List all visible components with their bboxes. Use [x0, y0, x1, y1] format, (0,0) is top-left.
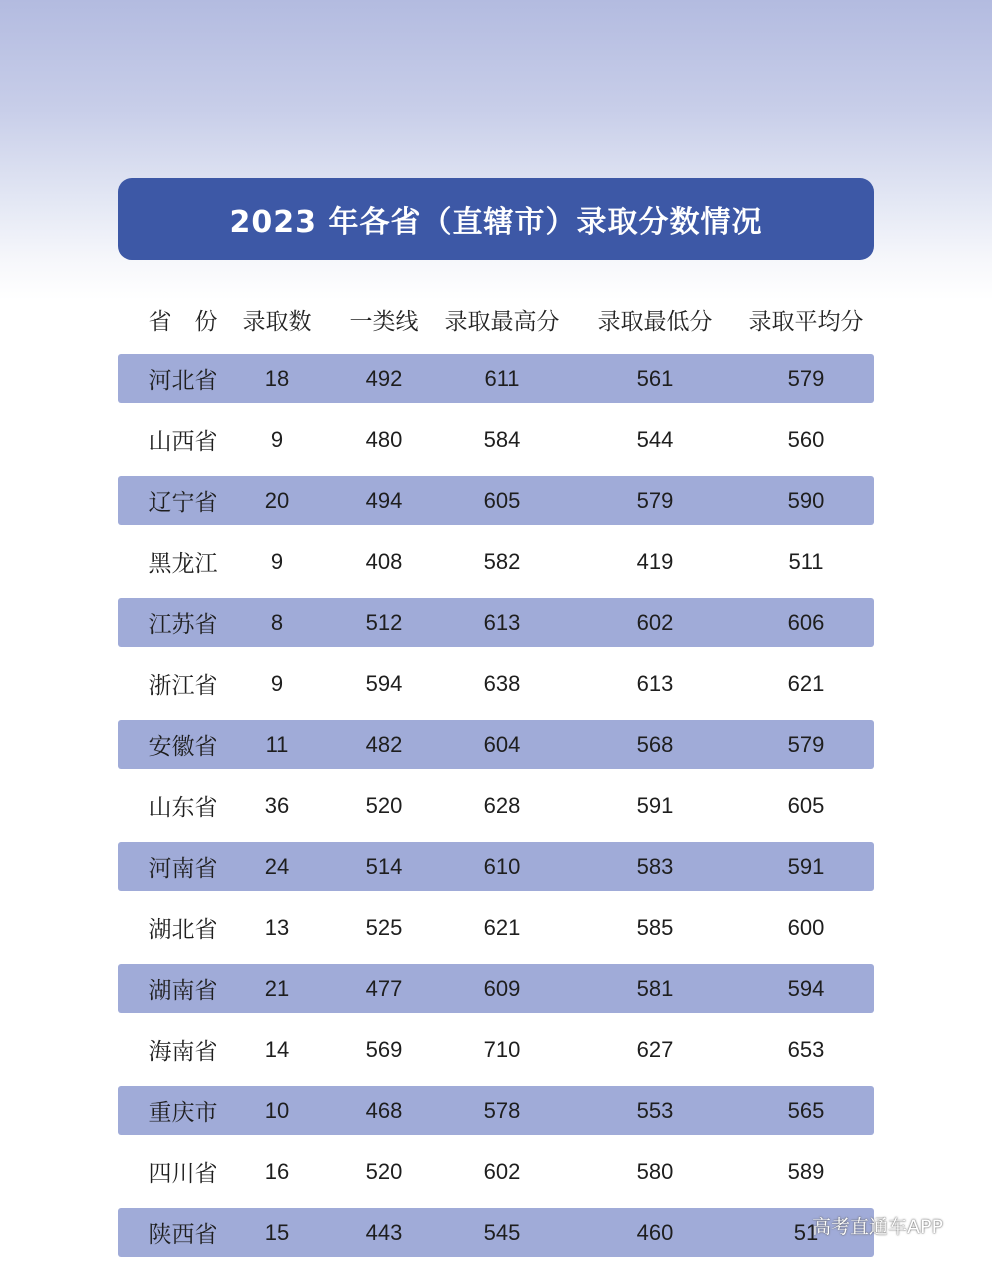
cell-admitted: 9	[270, 426, 284, 452]
table-header	[118, 295, 874, 343]
cell-province: 湖南省	[148, 978, 218, 1004]
cell-tier1-line: 569	[365, 1036, 403, 1062]
cell-max-score: 638	[483, 670, 521, 696]
cell-province: 海南省	[148, 1039, 218, 1065]
cell-tier1-line: 480	[365, 426, 403, 452]
cell-min-score: 613	[636, 670, 674, 696]
column-header-admitted: 录取数	[242, 308, 312, 335]
cell-province: 湖北省	[148, 917, 218, 943]
cell-province: 重庆市	[148, 1100, 218, 1126]
cell-max-score: 584	[483, 426, 521, 452]
cell-min-score: 581	[636, 975, 674, 1001]
cell-avg-score: 560	[787, 426, 825, 452]
cell-tier1-line: 514	[365, 853, 403, 879]
table-row	[118, 781, 874, 830]
cell-admitted: 18	[264, 365, 290, 391]
cell-tier1-line: 520	[365, 792, 403, 818]
cell-admitted: 20	[264, 487, 290, 513]
table-row	[118, 354, 874, 403]
cell-avg-score: 591	[787, 853, 825, 879]
table-row	[118, 903, 874, 952]
cell-min-score: 419	[636, 548, 674, 574]
column-header-min-score: 录取最低分	[597, 308, 713, 335]
table-row	[118, 1025, 874, 1074]
cell-avg-score: 565	[787, 1097, 825, 1123]
cell-max-score: 628	[483, 792, 521, 818]
cell-province: 河南省	[148, 856, 218, 882]
cell-tier1-line: 494	[365, 487, 403, 513]
cell-avg-score: 511	[788, 548, 824, 574]
table-row	[118, 964, 874, 1013]
cell-admitted: 36	[264, 792, 290, 818]
cell-min-score: 568	[636, 731, 674, 757]
cell-max-score: 609	[483, 975, 521, 1001]
cell-province: 山西省	[148, 429, 218, 455]
page-title: 2023 年各省（直辖市）录取分数情况	[229, 205, 763, 240]
cell-province: 浙江省	[148, 673, 218, 699]
cell-min-score: 579	[636, 487, 674, 513]
table-row	[118, 659, 874, 708]
cell-tier1-line: 443	[365, 1219, 403, 1245]
cell-tier1-line: 525	[365, 914, 403, 940]
cell-admitted: 9	[270, 670, 284, 696]
column-header-tier1-line: 一类线	[349, 308, 419, 335]
cell-admitted: 11	[265, 731, 289, 757]
cell-avg-score: 605	[787, 792, 825, 818]
cell-min-score: 580	[636, 1158, 674, 1184]
cell-tier1-line: 492	[365, 365, 403, 391]
table-row	[118, 1208, 874, 1257]
cell-tier1-line: 520	[365, 1158, 403, 1184]
cell-max-score: 613	[483, 609, 521, 635]
cell-max-score: 545	[483, 1219, 521, 1245]
cell-avg-score: 51	[793, 1219, 819, 1245]
table-row	[118, 537, 874, 586]
cell-tier1-line: 482	[365, 731, 403, 757]
cell-avg-score: 594	[787, 975, 825, 1001]
table-row	[118, 842, 874, 891]
cell-admitted: 13	[264, 914, 290, 940]
cell-admitted: 8	[270, 609, 284, 635]
cell-max-score: 710	[483, 1036, 521, 1062]
cell-avg-score: 606	[787, 609, 825, 635]
cell-tier1-line: 468	[365, 1097, 403, 1123]
cell-avg-score: 579	[787, 731, 825, 757]
cell-tier1-line: 512	[365, 609, 403, 635]
cell-admitted: 9	[270, 548, 284, 574]
cell-province: 河北省	[148, 368, 218, 394]
table-row	[118, 415, 874, 464]
cell-min-score: 544	[636, 426, 674, 452]
cell-admitted: 21	[264, 975, 290, 1001]
cell-max-score: 611	[484, 365, 520, 391]
cell-province: 陕西省	[148, 1222, 218, 1248]
cell-admitted: 14	[264, 1036, 290, 1062]
watermark: 高考直通车APP	[812, 1216, 943, 1238]
title-banner	[118, 178, 874, 260]
cell-max-score: 604	[483, 731, 521, 757]
cell-max-score: 578	[483, 1097, 521, 1123]
cell-max-score: 605	[483, 487, 521, 513]
cell-admitted: 16	[264, 1158, 290, 1184]
cell-province: 黑龙江	[148, 551, 218, 577]
cell-max-score: 602	[483, 1158, 521, 1184]
cell-avg-score: 590	[787, 487, 825, 513]
cell-avg-score: 600	[787, 914, 825, 940]
cell-avg-score: 589	[787, 1158, 825, 1184]
cell-tier1-line: 408	[365, 548, 403, 574]
cell-province: 山东省	[148, 795, 218, 821]
cell-min-score: 585	[636, 914, 674, 940]
cell-avg-score: 653	[787, 1036, 825, 1062]
table-row	[118, 720, 874, 769]
cell-min-score: 583	[636, 853, 674, 879]
cell-tier1-line: 477	[365, 975, 403, 1001]
cell-min-score: 591	[636, 792, 674, 818]
cell-min-score: 460	[636, 1219, 674, 1245]
cell-min-score: 627	[636, 1036, 674, 1062]
cell-min-score: 561	[636, 365, 674, 391]
table-row	[118, 1086, 874, 1135]
cell-avg-score: 621	[787, 670, 825, 696]
table-row	[118, 476, 874, 525]
cell-admitted: 24	[264, 853, 290, 879]
cell-province: 四川省	[148, 1161, 218, 1187]
table-row	[118, 1147, 874, 1196]
cell-max-score: 621	[483, 914, 521, 940]
cell-tier1-line: 594	[365, 670, 403, 696]
cell-avg-score: 579	[787, 365, 825, 391]
column-header-max-score: 录取最高分	[444, 308, 560, 335]
cell-min-score: 553	[636, 1097, 674, 1123]
cell-max-score: 610	[483, 853, 521, 879]
cell-admitted: 10	[264, 1097, 290, 1123]
column-header-province: 省 份	[148, 308, 218, 335]
cell-admitted: 15	[264, 1219, 290, 1245]
column-header-avg-score: 录取平均分	[748, 308, 864, 335]
cell-province: 安徽省	[148, 734, 218, 760]
cell-min-score: 602	[636, 609, 674, 635]
cell-province: 江苏省	[148, 612, 218, 638]
table-row	[118, 598, 874, 647]
cell-province: 辽宁省	[148, 490, 218, 516]
cell-max-score: 582	[483, 548, 521, 574]
